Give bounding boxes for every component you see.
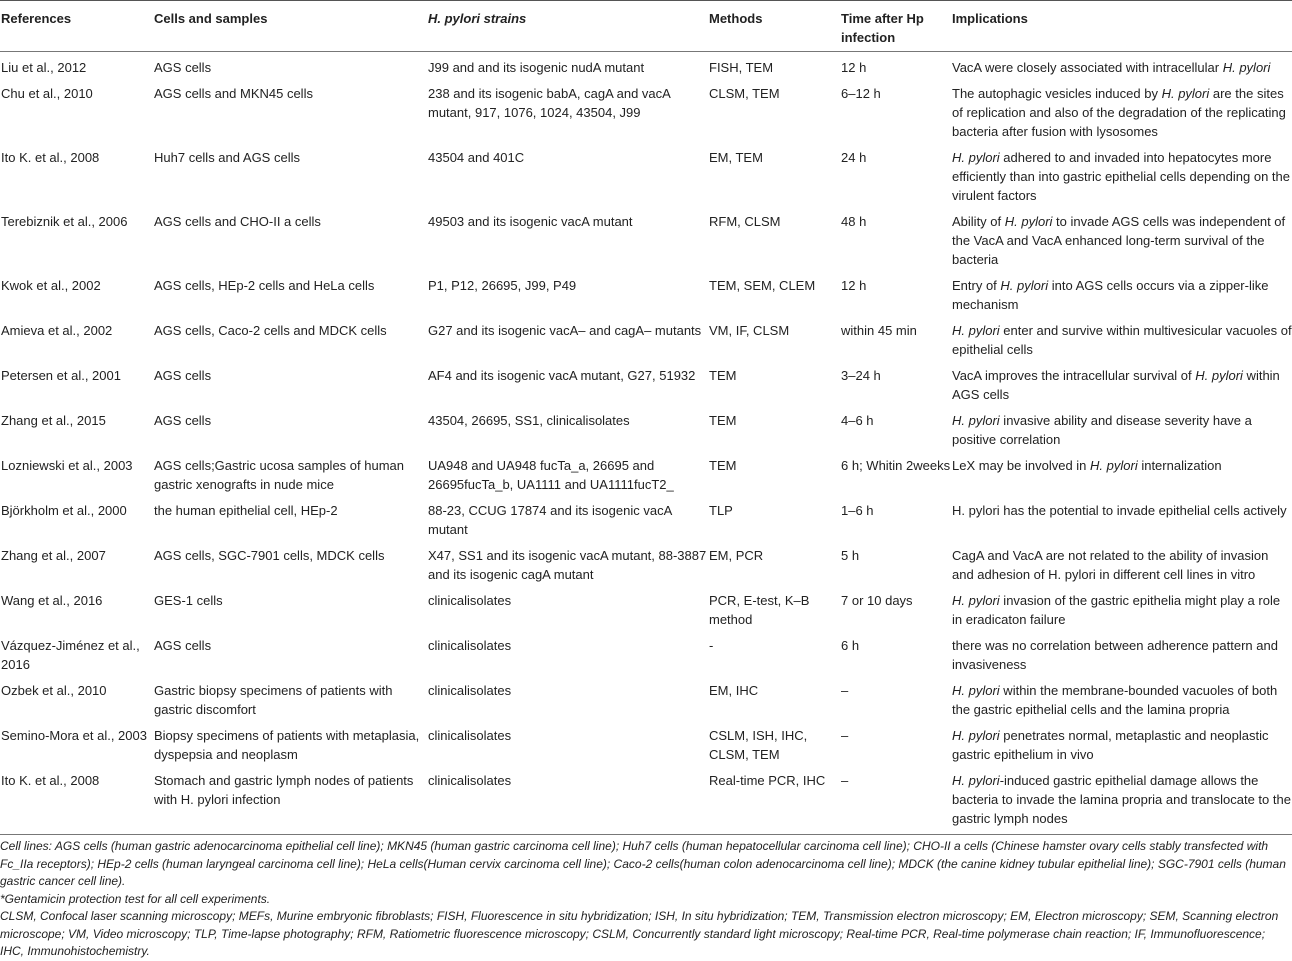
cells-samples-cell: GES-1 cells — [154, 593, 223, 608]
table-row — [0, 723, 1292, 768]
reference-cell: Liu et al., 2012 — [1, 60, 87, 75]
cells-samples-cell: AGS cells — [154, 638, 212, 653]
methods-cell: CLSM, TEM — [709, 86, 780, 101]
time-cell: 3–24 h — [841, 368, 881, 383]
reference-cell: Kwok et al., 2002 — [1, 278, 101, 293]
table-row — [0, 543, 1292, 588]
cells-samples-cell: AGS cells and MKN45 cells — [154, 86, 313, 101]
strains-cell: clinicalisolates — [428, 773, 512, 788]
methods-cell: FISH, TEM — [709, 60, 774, 75]
cells-samples-cell: AGS cells, Caco-2 cells and MDCK cells — [154, 323, 387, 338]
cells-samples-cell: Huh7 cells and AGS cells — [154, 150, 300, 165]
table-row — [0, 209, 1292, 273]
implications-cell: H. pylori invasive ability and disease severity have a positive correlation — [952, 413, 1252, 447]
column-header-time: Time after Hp infection — [841, 11, 924, 45]
time-cell: 12 h — [841, 60, 867, 75]
column-header-methods: Methods — [709, 11, 763, 26]
table-row — [0, 363, 1292, 408]
table-row — [0, 678, 1292, 723]
column-header-implications: Implications — [952, 11, 1028, 26]
strains-cell: UA948 and UA948 fucTa_a, 26695 and 26695fucTa_b, UA1111 and UA1111fucT2_ — [428, 458, 674, 492]
time-cell: 5 h — [841, 548, 860, 563]
header-row — [0, 1, 1292, 52]
table-footnotes — [0, 835, 1290, 961]
table-row — [0, 318, 1292, 363]
reference-cell: Vázquez-Jiménez et al., 2016 — [1, 638, 140, 672]
column-header-references: References — [1, 11, 72, 26]
reference-cell: Chu et al., 2010 — [1, 86, 93, 101]
methods-cell: EM, IHC — [709, 683, 759, 698]
reference-cell: Ito K. et al., 2008 — [1, 150, 100, 165]
reference-cell: Amieva et al., 2002 — [1, 323, 113, 338]
cells-samples-cell: AGS cells and CHO-II a cells — [154, 214, 321, 229]
column-header-strains: H. pylori strains — [428, 11, 527, 26]
implications-cell: H. pylori invasion of the gastric epithelia might play a role in eradicaton failure — [952, 593, 1281, 627]
footnote-cell-lines: Cell lines: AGS cells (human gastric adenocarcinoma epithelial cell line); MKN45 (human gastric carcinoma cell line); Huh7 cells (human hepatocellular carcinoma cell line); CHO-II a cells (Chinese hamster ovary cells stably transfected with Fc_IIa receptors); HEp-2 cells (human laryngeal carcinoma cell line); HeLa cells(Human cervix carcinoma cell line); Caco-2 cells(human colon adenocarcinoma cell line); MDCK (the canine kidney tubular epithelial line); SGC-7901 cells (human gastric cancer cell line). — [0, 839, 1286, 888]
methods-cell: TLP — [709, 503, 733, 518]
time-cell: 6 h; Whitin 2weeks — [841, 458, 951, 473]
time-cell: 1–6 h — [841, 503, 874, 518]
methods-cell: PCR, E-test, K–B method — [709, 593, 810, 627]
implications-cell: CagA and VacA are not related to the ability of invasion and adhesion of H. pylori in different cell lines in vitro — [952, 548, 1269, 582]
cells-samples-cell: Stomach and gastric lymph nodes of patients with H. pylori infection — [154, 773, 414, 807]
table-row — [0, 768, 1292, 835]
methods-cell: EM, PCR — [709, 548, 764, 563]
footnote-gentamicin: *Gentamicin protection test for all cell experiments. — [0, 891, 271, 906]
time-cell: – — [841, 683, 849, 698]
time-cell: 6 h — [841, 638, 860, 653]
strains-cell: G27 and its isogenic vacA– and cagA– mutants — [428, 323, 702, 338]
implications-cell: VacA improves the intracellular survival of H. pylori within AGS cells — [952, 368, 1280, 402]
methods-cell: VM, IF, CLSM — [709, 323, 790, 338]
reference-cell: Björkholm et al., 2000 — [1, 503, 127, 518]
cells-samples-cell: AGS cells — [154, 368, 212, 383]
cells-samples-cell: AGS cells, HEp-2 cells and HeLa cells — [154, 278, 375, 293]
time-cell: 6–12 h — [841, 86, 881, 101]
time-cell: – — [841, 773, 849, 788]
reference-cell: Terebiznik et al., 2006 — [1, 214, 128, 229]
time-cell: 4–6 h — [841, 413, 874, 428]
table-row — [0, 81, 1292, 145]
implications-cell: H. pylori-induced gastric epithelial damage allows the bacteria to invade the lamina propria and translocate to the gastric lymph nodes — [952, 773, 1291, 826]
implications-cell: H. pylori enter and survive within multivesicular vacuoles of epithelial cells — [952, 323, 1292, 357]
reference-cell: Petersen et al., 2001 — [1, 368, 121, 383]
table-row — [0, 408, 1292, 453]
reference-cell: Lozniewski et al., 2003 — [1, 458, 133, 473]
methods-cell: TEM — [709, 368, 737, 383]
implications-cell: The autophagic vesicles induced by H. pylori are the sites of replication and also of the degradation of the replicating bacteria after fusion with lysosomes — [952, 86, 1286, 139]
table-body — [0, 52, 1292, 835]
strains-cell: AF4 and its isogenic vacA mutant, G27, 51932 — [428, 368, 696, 383]
cells-samples-cell: the human epithelial cell, HEp-2 — [154, 503, 338, 518]
strains-cell: 238 and its isogenic babA, cagA and vacA mutant, 917, 1076, 1024, 43504, J99 — [428, 86, 671, 120]
methods-cell: - — [709, 638, 714, 653]
cells-samples-cell: AGS cells — [154, 60, 212, 75]
implications-cell: Entry of H. pylori into AGS cells occurs via a zipper-like mechanism — [952, 278, 1269, 312]
strains-cell: 88-23, CCUG 17874 and its isogenic vacA mutant — [428, 503, 672, 537]
implications-cell: LeX may be involved in H. pylori internalization — [952, 458, 1222, 473]
implications-cell: H. pylori within the membrane-bounded vacuoles of both the gastric epithelial cells and the lamina propria — [952, 683, 1278, 717]
cells-samples-cell: Biopsy specimens of patients with metaplasia, dyspepsia and neoplasm — [154, 728, 420, 762]
strains-cell: 43504 and 401C — [428, 150, 525, 165]
table-row — [0, 145, 1292, 209]
reference-cell: Wang et al., 2016 — [1, 593, 103, 608]
strains-cell: 43504, 26695, SS1, clinicalisolates — [428, 413, 630, 428]
strains-cell: clinicalisolates — [428, 728, 512, 743]
cells-samples-cell: AGS cells, SGC-7901 cells, MDCK cells — [154, 548, 385, 563]
strains-cell: clinicalisolates — [428, 683, 512, 698]
methods-cell: Real-time PCR, IHC — [709, 773, 826, 788]
implications-cell: H. pylori adhered to and invaded into hepatocytes more efficiently than into gastric epithelial cells depending on the virulent factors — [952, 150, 1290, 203]
reference-cell: Ito K. et al., 2008 — [1, 773, 100, 788]
table-row — [0, 273, 1292, 318]
cells-samples-cell: AGS cells;Gastric ucosa samples of human gastric xenografts in nude mice — [154, 458, 404, 492]
methods-cell: RFM, CLSM — [709, 214, 781, 229]
cells-samples-cell: AGS cells — [154, 413, 212, 428]
strains-cell: 49503 and its isogenic vacA mutant — [428, 214, 633, 229]
implications-cell: VacA were closely associated with intracellular H. pylori — [952, 60, 1271, 75]
reference-cell: Zhang et al., 2007 — [1, 548, 106, 563]
strains-cell: J99 and and its isogenic nudA mutant — [428, 60, 645, 75]
table-row — [0, 52, 1292, 82]
strains-cell: P1, P12, 26695, J99, P49 — [428, 278, 577, 293]
methods-cell: TEM — [709, 413, 737, 428]
time-cell: 48 h — [841, 214, 867, 229]
time-cell: 12 h — [841, 278, 867, 293]
strains-cell: clinicalisolates — [428, 593, 512, 608]
footnote-abbreviations: CLSM, Confocal laser scanning microscopy; MEFs, Murine embryonic fibroblasts; FISH, Fluorescence in situ hybridization; ISH, In situ hybridization; TEM, Transmission electron microscopy; EM, Electron microscopy; SEM, Scanning electron microscope; VM, Video microscopy; TLP, Time-lapse photography; RFM, Ratiometric fluorescence microscopy; CSLM, Concurrently standard light microscopy; Real-time PCR, Real-time polymerase chain reaction; IF, Immunofluorescence; IHC, Immunohistochemistry. — [0, 909, 1279, 958]
implications-cell: there was no correlation between adherence pattern and invasiveness — [952, 638, 1278, 672]
implications-cell: Ability of H. pylori to invade AGS cells was independent of the VacA and VacA enhanced long-term survival of the bacteria — [952, 214, 1286, 267]
table-row — [0, 588, 1292, 633]
methods-cell: CSLM, ISH, IHC, CLSM, TEM — [709, 728, 808, 762]
strains-cell: X47, SS1 and its isogenic vacA mutant, 88-3887 and its isogenic cagA mutant — [428, 548, 707, 582]
cells-samples-cell: Gastric biopsy specimens of patients with gastric discomfort — [154, 683, 393, 717]
implications-cell: H. pylori penetrates normal, metaplastic and neoplastic gastric epithelium in vivo — [952, 728, 1269, 762]
reference-cell: Zhang et al., 2015 — [1, 413, 106, 428]
reference-cell: Semino-Mora et al., 2003 — [1, 728, 147, 743]
table-row — [0, 633, 1292, 678]
methods-cell: TEM, SEM, CLEM — [709, 278, 816, 293]
strains-cell: clinicalisolates — [428, 638, 512, 653]
time-cell: 7 or 10 days — [841, 593, 913, 608]
table-row — [0, 453, 1292, 498]
column-header-cells: Cells and samples — [154, 11, 268, 26]
methods-cell: EM, TEM — [709, 150, 763, 165]
table-row — [0, 498, 1292, 543]
methods-cell: TEM — [709, 458, 737, 473]
time-cell: within 45 min — [841, 323, 917, 338]
reference-cell: Ozbek et al., 2010 — [1, 683, 107, 698]
time-cell: – — [841, 728, 849, 743]
time-cell: 24 h — [841, 150, 867, 165]
implications-cell: H. pylori has the potential to invade epithelial cells actively — [952, 503, 1287, 518]
